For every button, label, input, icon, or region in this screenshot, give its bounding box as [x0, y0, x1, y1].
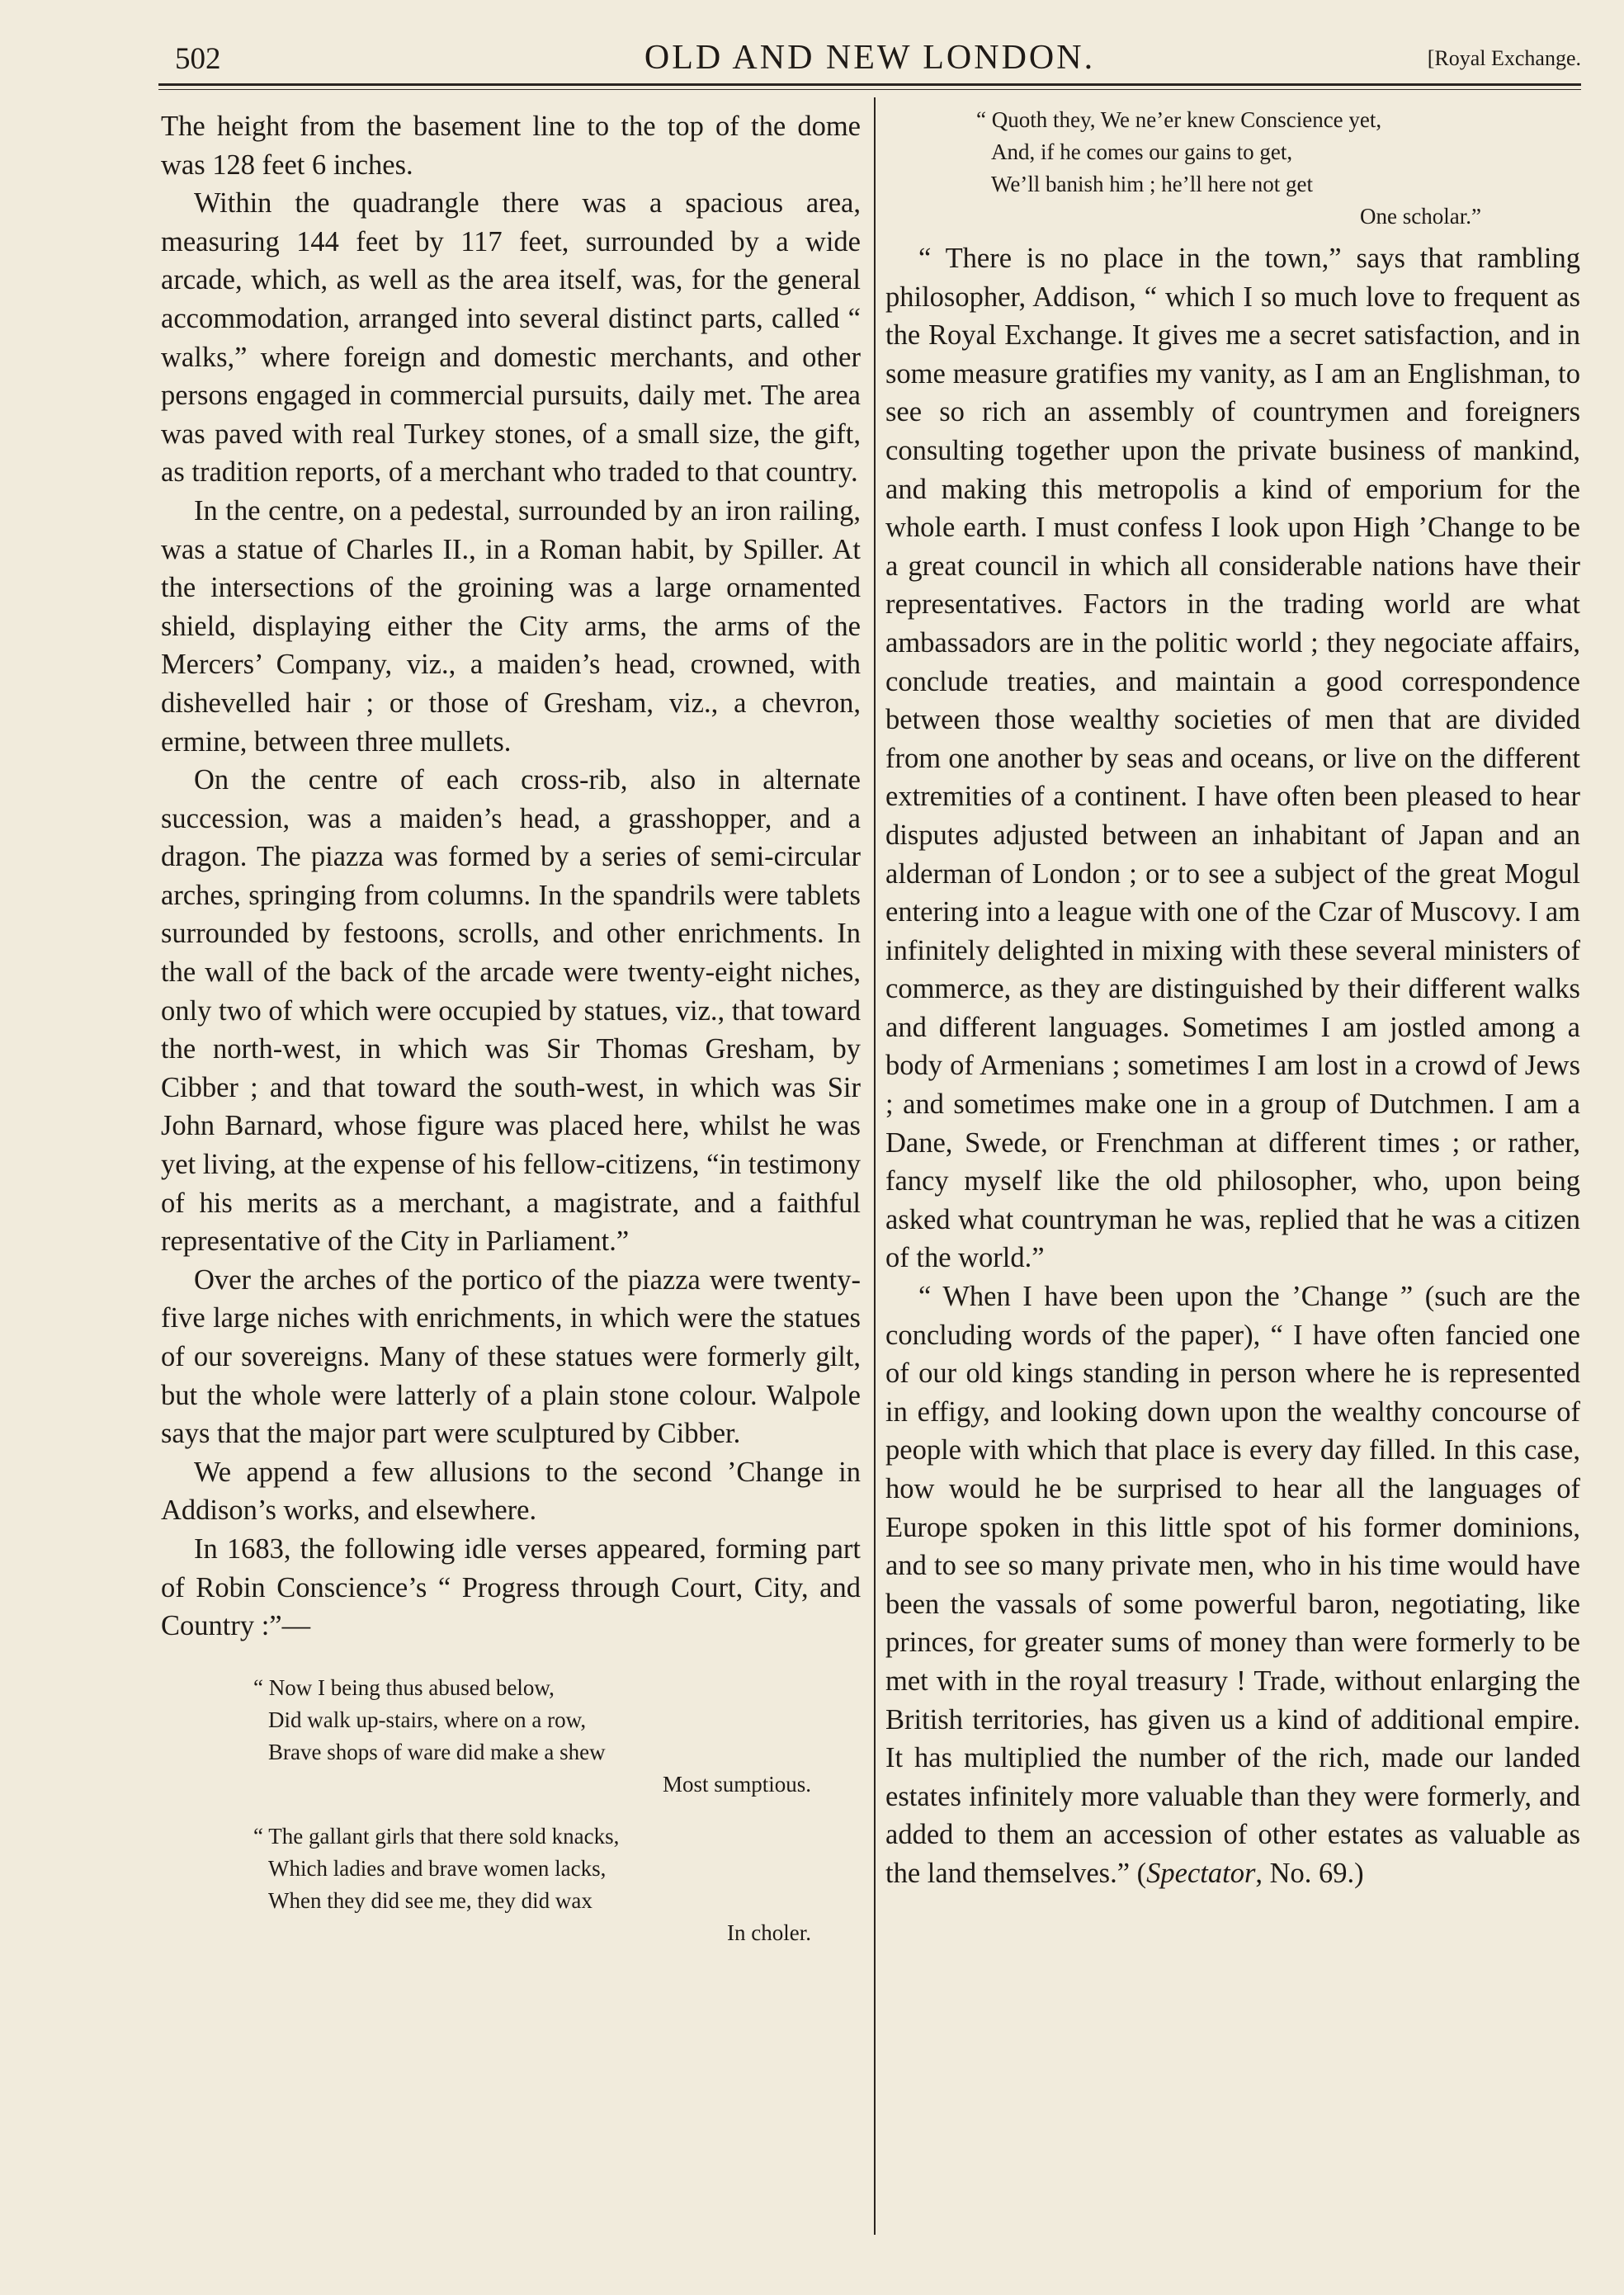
paragraph: We append a few allusions to the second ’Change in Addison’s works, and elsewhere. [161, 1456, 861, 1527]
verse-line: Most sumptious. [662, 1771, 811, 1797]
paragraph-text: “ When I have been upon the ’Change ” (such are the concluding words of the paper), “ I have often fancied one of our old kings standing in person where he is represented in effigy, and looking down upon the wealthy concourse of people with which that place is every day filled. In this case, how would he be surprised to hear all the languages of Europe spoken in this little spot of his former dominions, and to see so many private men, who in his time would have been the vassals of some powerful baron, negotiating, like princes, for greater sums of money than were formerly to be met with in the royal treasury ! Trade, without enlarging the British territories, has given us a kind of additional empire. It has multiplied the number of the rich, made our landed estates infinitely more valuable than they were formerly, and added to them an accession of other estates as valuable as the land themselves.” [885, 1281, 1580, 1889]
verse-line: Which ladies and brave women lacks, [268, 1855, 607, 1881]
paragraph [885, 1277, 1580, 1893]
verse-stanza [161, 1820, 861, 1949]
header-rule-thick [158, 83, 1581, 86]
verse-line: When they did see me, they did wax [268, 1887, 592, 1913]
paragraph: In 1683, the following idle verses appeared, forming part of Robin Conscience’s “ Progress through Court, City, and Country :”— [161, 1532, 861, 1642]
running-title: OLD AND NEW LONDON. [644, 39, 1096, 77]
right-column [885, 104, 1580, 1893]
paragraph: The height from the basement line to the top of the dome was 128 feet 6 inches. [161, 111, 861, 181]
left-column [161, 107, 861, 1949]
verse-stanza [161, 1672, 861, 1801]
column-divider [874, 97, 876, 2235]
verse-line: “ The gallant girls that there sold knacks, [253, 1823, 620, 1849]
verse-stanza [885, 104, 1580, 233]
citation-number: , No. 69.) [1255, 1857, 1364, 1889]
verse-line: And, if he comes our gains to get, [991, 139, 1293, 164]
verse-line: Brave shops of ware did make a shew [268, 1739, 606, 1764]
verse-line: One scholar.” [1360, 204, 1481, 229]
verse-line: “ Now I being thus abused below, [253, 1674, 555, 1700]
verse-line: In choler. [727, 1920, 811, 1945]
paragraph: In the centre, on a pedestal, surrounded by an iron railing, was a statue of Charles II., in a Roman habit, by Spiller. At the intersections of the groining was a large ornamented shield, displaying either the City arms, the arms of the Mercers’ Company, viz., a maiden’s head, crowned, with dishevelled hair ; or those of Gresham, viz., a chevron, ermine, between three mullets. [161, 494, 861, 758]
paragraph: Within the quadrangle there was a spacious area, measuring 144 feet by 117 feet, surrounded by a wide arcade, which, as well as the area itself, was, for the general accommodation, arranged into several distinct parts, called “ walks,” where foreign and domestic merchants, and other persons engaged in commercial pursuits, daily met. The area was paved with real Turkey stones, of a small size, the gift, as tradition reports, of a merchant who traded to that country. [161, 187, 861, 489]
header-rule-thin [158, 89, 1581, 90]
paragraph: On the centre of each cross-rib, also in alternate succession, was a maiden’s head, a grasshopper, and a dragon. The piazza was formed by a series of semi-circular arches, springing from columns. In the spandrils were tablets surrounded by festoons, scrolls, and other enrichments. In the wall of the back of the arcade were twenty-eight niches, only two of which were occupied by statues, viz., that toward the north-west, in which was Sir Thomas Gresham, by Cibber ; and that toward the south-west, in which was Sir John Barnard, whose figure was placed here, whilst he was yet living, at the expense of his fellow-citizens, “in testimony of his merits as a merchant, a magistrate, and a faithful representative of the City in Parliament.” [161, 764, 861, 1258]
paragraph: Over the arches of the portico of the piazza were twenty-five large niches with enrichments, in which were the statues of our sovereigns. Many of these statues were formerly gilt, but the whole were latterly of a plain stone colour. Walpole says that the major part were sculptured by Cibber. [161, 1263, 861, 1450]
verse-line: “ Quoth they, We ne’er knew Conscience yet, [976, 107, 1382, 132]
verse-line: Did walk up-stairs, where on a row, [268, 1707, 587, 1732]
page-number: 502 [175, 42, 221, 76]
citation-open: ( [1136, 1857, 1147, 1889]
running-section: [Royal Exchange. [1427, 46, 1581, 70]
paragraph: “ There is no place in the town,” says that rambling philosopher, Addison, “ which I so much love to frequent as the Royal Exchange. It gives me a secret satisfaction, and in some measure gratifies my vanity, as I am an Englishman, to see so rich an assembly of countrymen and foreigners consulting together upon the private business of mankind, and making this metropolis a kind of emporium for the whole earth. I must confess I look upon High ’Change to be a great council in which all considerable nations have their representatives. Factors in the trading world are what ambassadors are in the politic world ; they negociate affairs, conclude treaties, and maintain a good correspondence between those wealthy societies of men that are divided from one another by seas and oceans, or live on the different extremities of a continent. I have often been pleased to hear disputes adjusted between an inhabitant of Japan and an alderman of London ; or to see a subject of the great Mogul entering into a league with one of the Czar of Muscovy. I am infinitely delighted in mixing with these several ministers of commerce, as they are distinguished by their different walks and different languages. Sometimes I am jostled among a body of Armenians ; sometimes I am lost in a crowd of Jews ; and sometimes make one in a group of Dutchmen. I am a Dane, Swede, or Frenchman at different times ; or rather, fancy myself like the old philosopher, who, upon being asked what countryman he was, replied that he was a citizen of the world.” [885, 243, 1580, 1274]
verse-line: We’ll banish him ; he’ll here not get [991, 172, 1313, 196]
citation-source: Spectator [1146, 1857, 1256, 1889]
running-header [158, 35, 1581, 81]
